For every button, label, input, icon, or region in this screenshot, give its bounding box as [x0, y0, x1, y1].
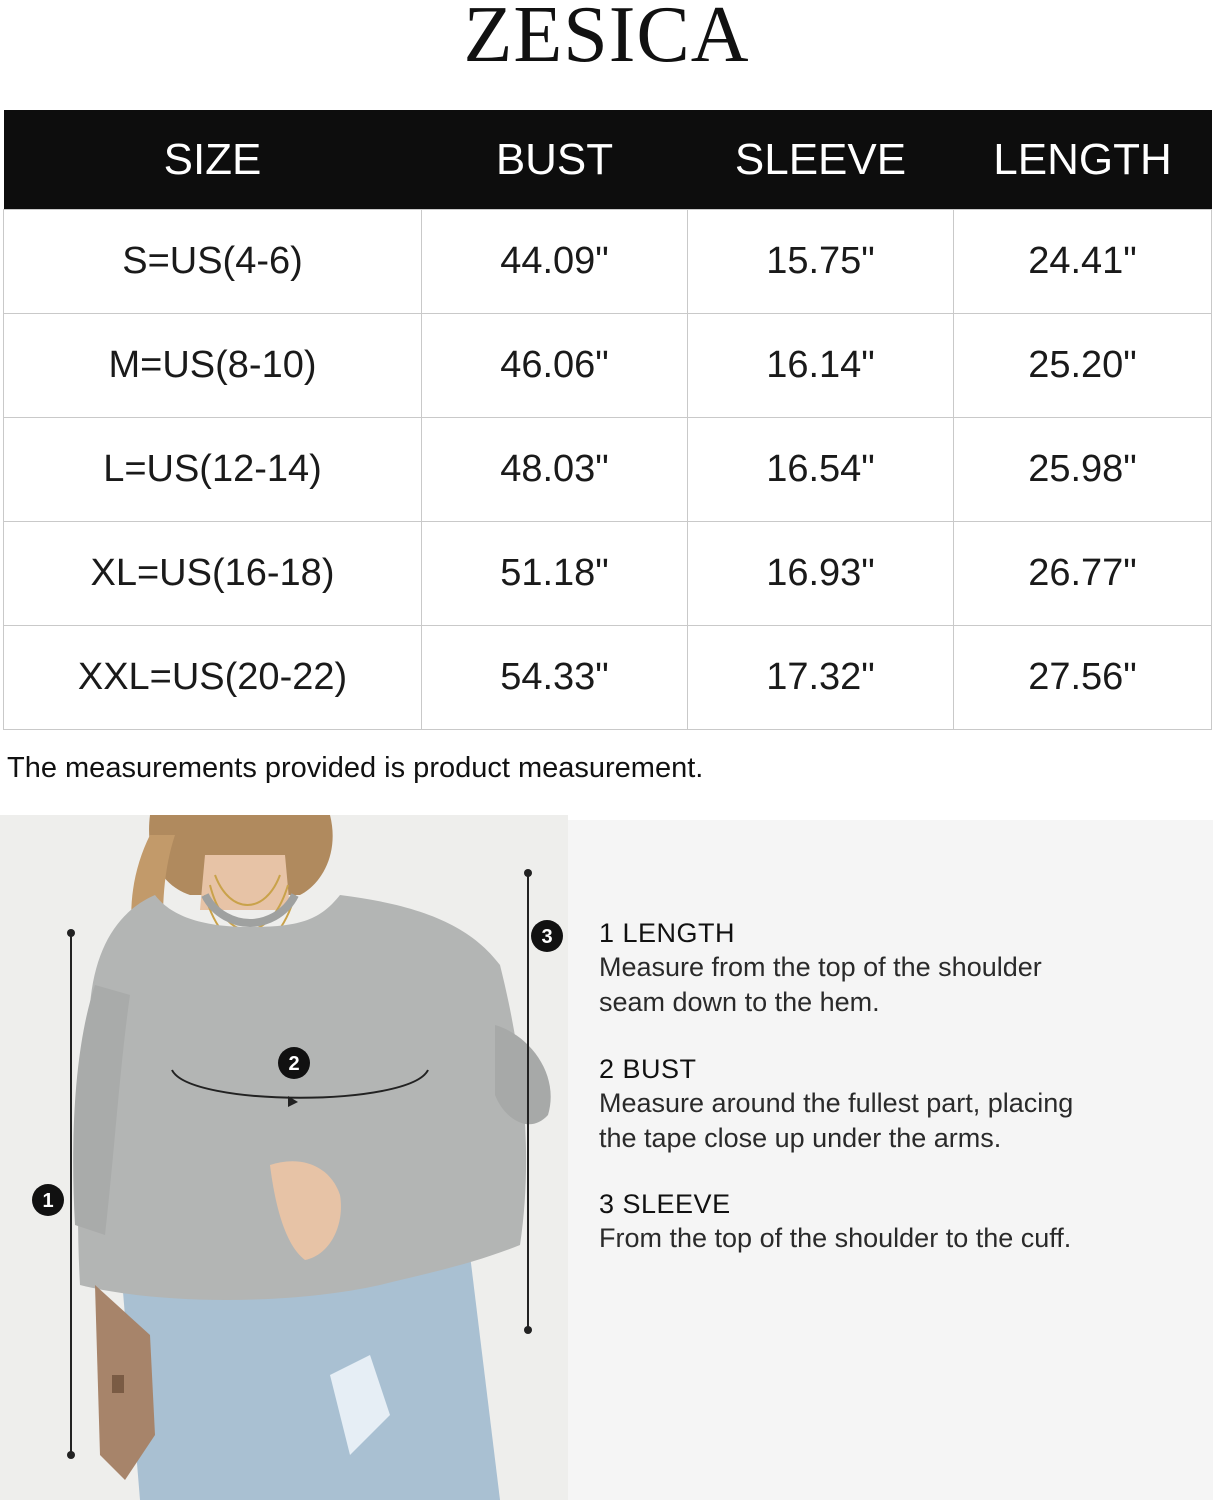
instruction-desc: seam down to the hem. — [599, 987, 880, 1017]
instruction-desc: the tape close up under the arms. — [599, 1123, 1002, 1153]
model-photo — [0, 815, 568, 1500]
column-header-bust: BUST — [422, 110, 688, 210]
instruction-desc: From the top of the shoulder to the cuff. — [599, 1223, 1072, 1253]
length-cell: 27.56" — [954, 626, 1212, 730]
model-illustration — [0, 815, 568, 1500]
bust-cell: 54.33" — [422, 626, 688, 730]
marker-bust — [278, 1047, 310, 1079]
svg-text:2: 2 — [288, 1053, 300, 1075]
table-row — [4, 210, 1212, 314]
measurement-instructions — [568, 820, 1213, 1500]
svg-text:1: 1 — [42, 1190, 54, 1212]
length-cell: 25.98" — [954, 418, 1212, 522]
size-cell: S=US(4-6) — [4, 210, 422, 314]
marker-sleeve — [531, 920, 563, 952]
size-cell: XXL=US(20-22) — [4, 626, 422, 730]
size-cell: L=US(12-14) — [4, 418, 422, 522]
brand-logo: ZESICA — [463, 0, 750, 79]
sleeve-cell: 16.14" — [688, 314, 954, 418]
bust-cell: 46.06" — [422, 314, 688, 418]
column-header-size: SIZE — [4, 110, 422, 210]
instruction-title: 3 SLEEVE — [599, 1189, 731, 1219]
marker-length — [32, 1184, 64, 1216]
size-cell: M=US(8-10) — [4, 314, 422, 418]
length-cell: 24.41" — [954, 210, 1212, 314]
size-cell: XL=US(16-18) — [4, 522, 422, 626]
column-header-length: LENGTH — [954, 110, 1212, 210]
column-header-sleeve: SLEEVE — [688, 110, 954, 210]
instruction-sleeve — [599, 1187, 1199, 1256]
svg-text:3: 3 — [541, 926, 553, 948]
length-cell: 25.20" — [954, 314, 1212, 418]
bust-cell: 48.03" — [422, 418, 688, 522]
table-row — [4, 418, 1212, 522]
instruction-title: 1 LENGTH — [599, 918, 736, 948]
table-row — [4, 314, 1212, 418]
instruction-desc: Measure around the fullest part, placing — [599, 1088, 1074, 1118]
instruction-bust — [599, 1052, 1199, 1156]
table-row — [4, 626, 1212, 730]
sleeve-cell: 16.93" — [688, 522, 954, 626]
size-chart-table — [3, 110, 1212, 730]
bust-cell: 44.09" — [422, 210, 688, 314]
length-cell: 26.77" — [954, 522, 1212, 626]
instruction-desc: Measure from the top of the shoulder — [599, 952, 1042, 982]
sleeve-cell: 16.54" — [688, 418, 954, 522]
sleeve-cell: 15.75" — [688, 210, 954, 314]
table-row — [4, 522, 1212, 626]
bust-cell: 51.18" — [422, 522, 688, 626]
table-header-row — [4, 110, 1212, 210]
sleeve-cell: 17.32" — [688, 626, 954, 730]
instruction-title: 2 BUST — [599, 1054, 697, 1084]
instruction-length — [599, 916, 1199, 1020]
measurement-note: The measurements provided is product measurement. — [7, 752, 704, 784]
